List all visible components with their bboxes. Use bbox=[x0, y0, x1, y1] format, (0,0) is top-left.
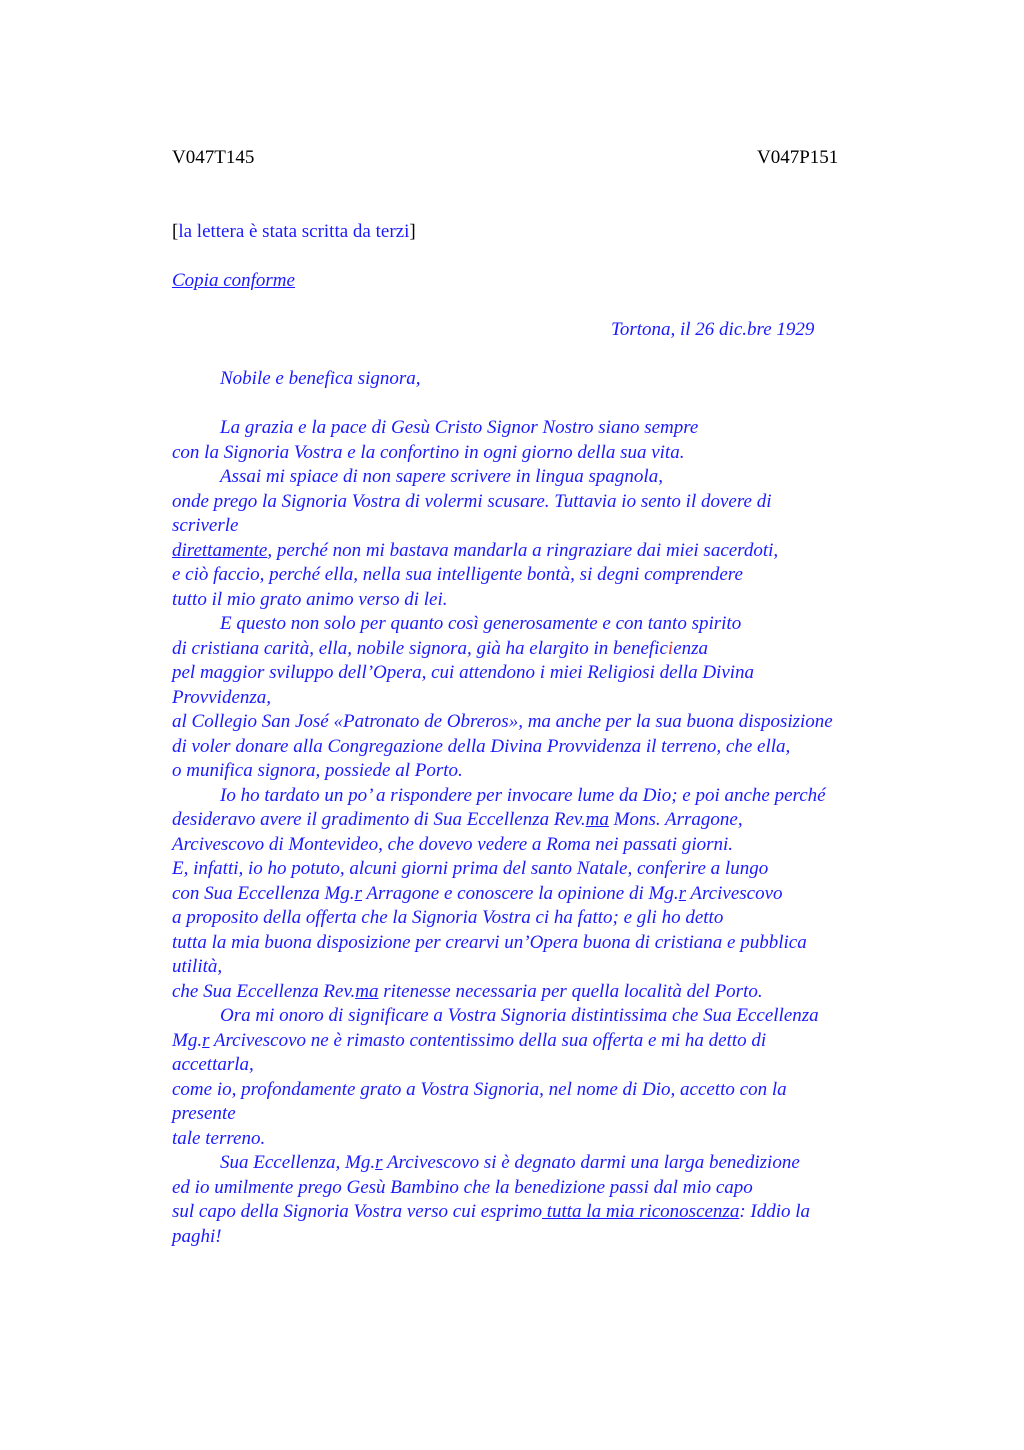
superscript-abbrev: r bbox=[678, 882, 686, 904]
line-text: Mons. Arragone, bbox=[608, 809, 743, 830]
letter-line: tutto il mio grato animo verso di lei. bbox=[172, 588, 448, 610]
line-text: Sua Eccellenza, Mg. bbox=[220, 1152, 376, 1173]
line-text: Mg. bbox=[172, 1029, 203, 1051]
line-text: che Sua Eccellenza Rev. bbox=[172, 980, 356, 1002]
copy-label: Copia conforme bbox=[172, 270, 295, 291]
letter-line: a proposito della offerta che la Signoria Vostra ci ha fatto; e gli ho detto bbox=[172, 907, 724, 928]
line-text: Arcivescovo bbox=[685, 882, 783, 904]
line-text: di cristiana carità, ella, nobile signora, già ha elargito in benefic bbox=[172, 637, 668, 659]
letter-line: accettarla, bbox=[172, 1054, 254, 1075]
editorial-note bbox=[172, 220, 416, 244]
letter-line: Arcivescovo di Montevideo, che dovevo vedere a Roma nei passati giorni. bbox=[172, 833, 734, 855]
document-code-right: V047P151 bbox=[757, 147, 839, 168]
correction-mark: i bbox=[667, 637, 674, 659]
superscript-abbrev: r bbox=[202, 1029, 210, 1051]
letter-line: presente bbox=[172, 1103, 236, 1124]
letter-line bbox=[172, 637, 902, 662]
document-code-left: V047T145 bbox=[172, 147, 255, 168]
line-text: : Iddio la bbox=[739, 1201, 811, 1222]
editorial-note-text: la lettera è stata scritta da terzi bbox=[178, 221, 410, 242]
letter-line: con la Signoria Vostra e la confortino in ogni giorno della sua vita. bbox=[172, 441, 685, 463]
letter-line: tutta la mia buona disposizione per crearvi un’Opera buona di cristiana e pubblica bbox=[172, 931, 807, 953]
underlined-phrase: tutta la mia riconoscenza bbox=[541, 1201, 740, 1222]
superscript-abbrev: r bbox=[354, 882, 362, 904]
dateline: Tortona, il 26 dic.bre 1929 bbox=[611, 319, 815, 340]
letter-line: E, infatti, io ho potuto, alcuni giorni prima del santo Natale, conferire a lungo bbox=[172, 858, 769, 879]
line-text: ritenesse necessaria per quella località del Porto. bbox=[378, 980, 763, 1002]
bracket-open: [ bbox=[172, 221, 179, 242]
letter-line: di voler donare alla Congregazione della Divina Provvidenza il terreno, che ella, bbox=[172, 735, 791, 757]
letter-line bbox=[172, 808, 902, 833]
letter-line: o munifica signora, possiede al Porto. bbox=[172, 760, 463, 781]
line-text: , perché non mi bastava mandarla a ringraziare dai miei sacerdoti, bbox=[267, 539, 779, 561]
line-text: Arcivescovo si è degnato darmi una larga benedizione bbox=[382, 1152, 800, 1173]
letter-line bbox=[172, 539, 902, 564]
letter-line: scriverle bbox=[172, 515, 239, 536]
letter-line: al Collegio San José «Patronato de Obreros», ma anche per la sua buona disposizione bbox=[172, 711, 833, 732]
letter-line: ed io umilmente prego Gesù Bambino che la benedizione passi dal mio capo bbox=[172, 1176, 753, 1198]
bracket-close: ] bbox=[409, 221, 416, 242]
salutation: Nobile e benefica signora, bbox=[220, 368, 421, 389]
line-text: desideravo avere il gradimento di Sua Eccellenza Rev. bbox=[172, 809, 586, 830]
underlined-word: direttamente bbox=[172, 539, 268, 561]
superscript-abbrev: ma bbox=[585, 809, 609, 830]
letter-line: pel maggior sviluppo dell’Opera, cui attendono i miei Religiosi della Divina bbox=[172, 662, 755, 683]
letter-line: paghi! bbox=[172, 1225, 222, 1247]
letter-line bbox=[172, 882, 902, 907]
letter-line: utilità, bbox=[172, 956, 223, 977]
letter-line: Io ho tardato un po’ a rispondere per invocare lume da Dio; e poi anche perché bbox=[220, 784, 826, 806]
letter-line bbox=[172, 980, 902, 1005]
letter-line: come io, profondamente grato a Vostra Signoria, nel nome di Dio, accetto con la bbox=[172, 1078, 787, 1100]
line-text: Arragone e conoscere la opinione di Mg. bbox=[361, 882, 679, 904]
superscript-abbrev: ma bbox=[355, 980, 379, 1002]
letter-line bbox=[172, 1029, 902, 1054]
letter-line bbox=[172, 1151, 902, 1176]
letter-line: E questo non solo per quanto così generosamente e con tanto spirito bbox=[220, 613, 742, 634]
letter-line bbox=[172, 1200, 902, 1225]
letter-line: La grazia e la pace di Gesù Cristo Signor Nostro siano sempre bbox=[220, 417, 699, 438]
letter-line: e ciò faccio, perché ella, nella sua intelligente bontà, si degni comprendere bbox=[172, 564, 743, 585]
letter-line: onde prego la Signoria Vostra di volermi scusare. Tuttavia io sento il dovere di bbox=[172, 490, 772, 512]
letter-line: tale terreno. bbox=[172, 1127, 266, 1149]
letter-body bbox=[172, 416, 902, 1249]
line-text: enza bbox=[673, 637, 709, 659]
letter-line: Provvidenza, bbox=[172, 686, 272, 708]
letter-line: Ora mi onoro di significare a Vostra Signoria distintissima che Sua Eccellenza bbox=[220, 1005, 819, 1026]
line-text: Arcivescovo ne è rimasto contentissimo della sua offerta e mi ha detto di bbox=[209, 1029, 767, 1051]
letter-line: Assai mi spiace di non sapere scrivere in lingua spagnola, bbox=[220, 466, 663, 487]
line-text: sul capo della Signoria Vostra verso cui esprimo bbox=[172, 1201, 542, 1222]
superscript-abbrev: r bbox=[375, 1152, 383, 1173]
line-text: con Sua Eccellenza Mg. bbox=[172, 882, 355, 904]
